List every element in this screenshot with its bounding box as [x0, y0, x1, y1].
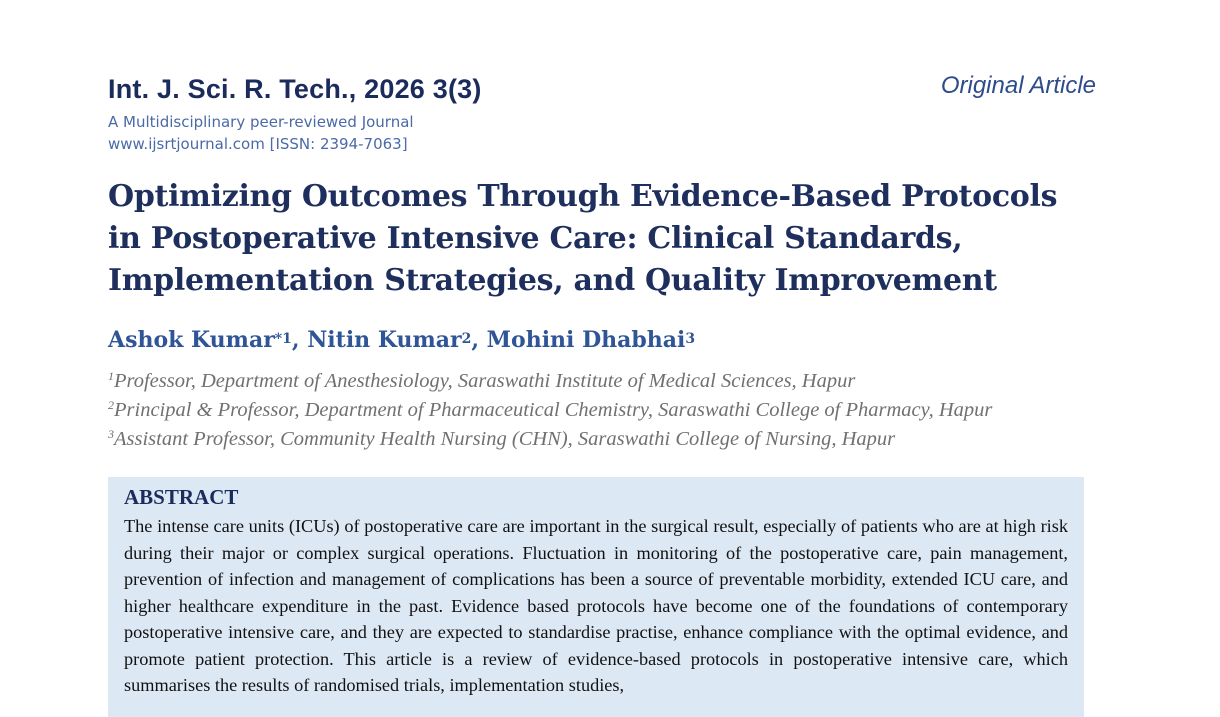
abstract-box [108, 477, 1084, 717]
article-type-label: Original Article [940, 72, 1096, 99]
author-name: Ashok Kumar [108, 327, 275, 353]
author-name: Mohini Dhabhai [486, 327, 686, 353]
journal-title: Int. J. Sci. R. Tech., 2026 3(3) [108, 74, 482, 104]
author-separator: , [471, 327, 487, 353]
affiliation [108, 369, 855, 393]
abstract-heading: ABSTRACT [124, 485, 239, 509]
author-mark: 3 [685, 331, 696, 347]
author-separator: , [291, 327, 308, 353]
author-list [108, 327, 695, 353]
affiliation-text: Professor, Department of Anesthesiology, Saraswathi Institute of Medical Sciences, Hapur [114, 370, 856, 392]
paper-title-line: Implementation Strategies, and Quality Improvement [108, 263, 997, 298]
affiliation-text: Principal & Professor, Department of Pharmaceutical Chemistry, Saraswathi College of Pharmacy, Hapur [114, 399, 993, 421]
affiliation-text: Assistant Professor, Community Health Nursing (CHN), Saraswathi College of Nursing, Hapur [114, 428, 896, 450]
author-mark: *1 [274, 331, 292, 347]
paper-title [108, 176, 1108, 302]
affiliation [108, 398, 992, 422]
affiliation-number: 3 [108, 427, 114, 441]
affiliation-number: 2 [108, 398, 114, 412]
journal-subtitle: A Multidisciplinary peer-reviewed Journal [108, 113, 414, 131]
journal-website: www.ijsrtjournal.com [ISSN: 2394-7063] [108, 135, 408, 153]
paper-title-line: in Postoperative Intensive Care: Clinical Standards, [108, 221, 963, 256]
affiliation [108, 427, 895, 451]
affiliation-number: 1 [108, 369, 114, 383]
paper-title-line: Optimizing Outcomes Through Evidence-Based Protocols [108, 179, 1058, 214]
author-name: Nitin Kumar [307, 327, 462, 353]
author-mark: 2 [461, 331, 472, 347]
abstract-text: The intense care units (ICUs) of postoperative care are important in the surgical result, especially of patients who are at high risk during their major or complex surgical operations. Fluctuation in monitoring of the postoperative care, pain management, prevention of infection and management of complications has been a source of preventable morbidity, extended ICU care, and higher healthcare expenditure in the past. Evidence based protocols have become one of the foundations of contemporary postoperative intensive care, and they are expected to standardise practise, enhance compliance with the optimal evidence, and promote patient protection. This article is a review of evidence-based protocols in postoperative intensive care, which summarises the results of randomised trials, implementation studies, [124, 516, 1068, 695]
